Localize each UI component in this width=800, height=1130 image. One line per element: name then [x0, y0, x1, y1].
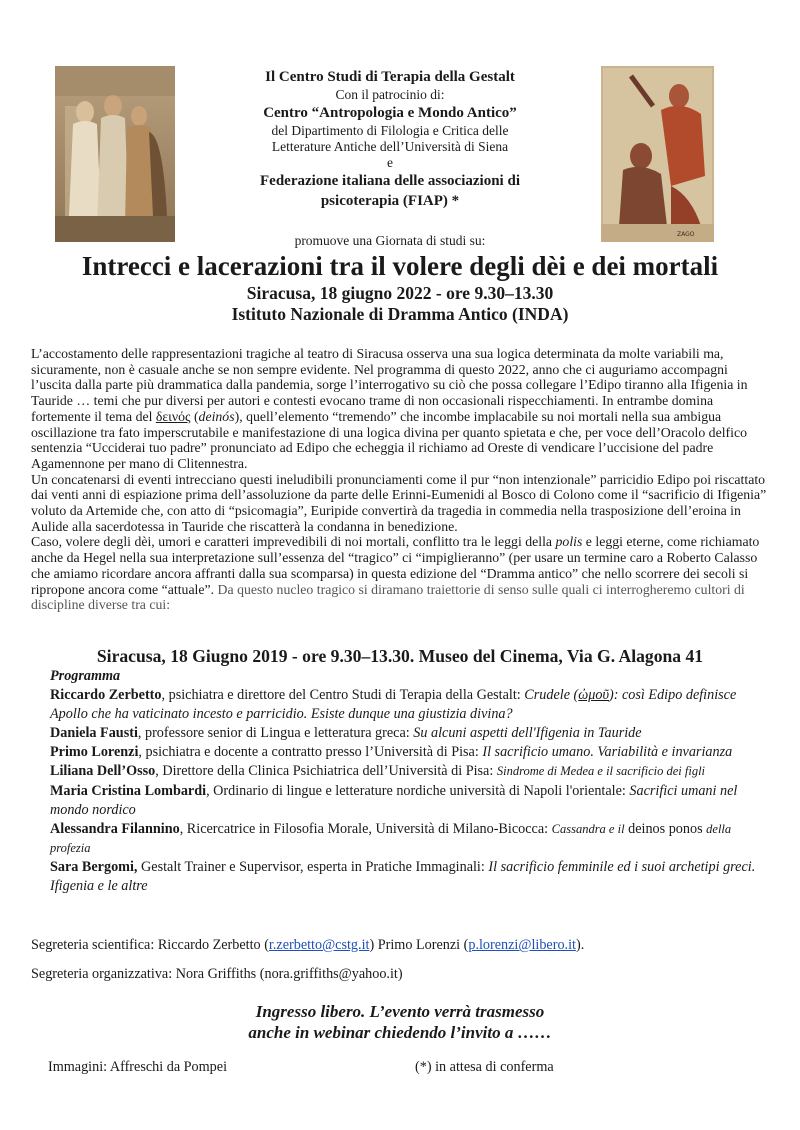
date-line: Siracusa, 18 giugno 2022 - ore 9.30–13.30: [246, 283, 554, 303]
event-details-line: Siracusa, 18 Giugno 2019 - ore 9.30–13.30. Museo del Cinema, Via G. Alagona 41: [96, 646, 704, 666]
program-section: [50, 667, 770, 896]
department-line-1: del Dipartimento di Filologia e Critica delle: [271, 123, 509, 138]
promotes-line: promuove una Giornata di studi su:: [294, 233, 486, 248]
federation-line-1: Federazione italiana delle associazioni di: [260, 173, 520, 189]
intro-paragraph-1: L’accostamento delle rappresentazioni tragiche al teatro di Siracusa osserva una sua logica determinata da molte variabili ma, sicuramente, non è casuale anche se non sempre evidente. Nel programma di questo 2022, anno che ci auguriamo accompagni l’uscita dalla parte più drammatica dalla pandemia, sorge l’interrogativo su ciò che possa collegare l’Edipo tiranno alla Ifigenia in Tauride … temi che pur diversi per autori e contesti evocano trame di non occasionali rispecchiamenti. In entrambe domina fortemente il tema del δεινός (deinós), quell’elemento “tremendo” che incombe implacabile su noi mortali nella sua ambigua oscillazione tra fato imperscrutabile e manifestazione di una logica divina per quanto spietata e che, per voce dell’Oracolo delfico sentenzia “Ucciderai tuo padre” pronunciato ad Edipo che echeggia il richiamo ad Oreste di vendicare l’uccisione del padre Agamennone per mano di Clitennestra.: [31, 346, 748, 471]
intro-text: [31, 346, 771, 613]
email-link-lorenzi[interactable]: p.lorenzi@libero.it: [468, 937, 576, 953]
venue-line: Istituto Nazionale di Dramma Antico (INDA): [231, 304, 569, 324]
program-item: Liliana Dell’Osso, Direttore della Clinica Psichiatrica dell’Università di Pisa: Sindrome di Medea e il sacrificio dei figli: [50, 763, 706, 780]
conjunction: e: [387, 155, 393, 170]
intro-paragraph-2: Un concatenarsi di eventi intrecciano questi ineludibili pronunciamenti come il pur “non intenzionale” parricidio Edipo poi riscattato dai venti anni di espiazione prima dell’assoluzione da parte delle Erinni-Eumenidi al Bosco di Colono come il “sacrificio di Ifigenia” voluto da Artemide che, con atto di “psicomagia”, Euripide convertirà da tragedia in commedia nella trasposizione dell’eroina in Aulide alla sacerdotessa in Tauride che riscatterà la condanna in benedizione.: [31, 471, 767, 534]
transliteration: deinós: [198, 408, 235, 424]
fresco-image-right: [601, 66, 714, 242]
department-line-2: Letterature Antiche dell’Università di Siena: [271, 139, 509, 154]
fresco-sacrifice-scene-icon: [601, 66, 714, 242]
email-link-zerbetto[interactable]: r.zerbetto@cstg.it: [268, 937, 370, 953]
closing-line-1: Ingresso libero. L’evento verrà trasmesso: [255, 1002, 545, 1021]
images-credit: Immagini: Affreschi da Pompei: [48, 1059, 228, 1075]
fresco-image-left: [55, 66, 175, 242]
fresco-caption: ZAGO: [677, 231, 695, 238]
greek-term: δεινός: [155, 408, 191, 424]
closing-line-2: anche in webinar chiedendo l’invito a ……: [248, 1022, 552, 1042]
program-item: Sara Bergomi, Gestalt Trainer e Supervisor, esperta in Pratiche Immaginali: Il sacrificio femminile ed i suoi archetipi greci. Ifigenia e le altre: [50, 858, 756, 895]
scientific-secretariat: Segreteria scientifica: Riccardo Zerbetto (r.zerbetto@cstg.it) Primo Lorenzi (p.lorenzi@libero.it).: [31, 937, 585, 953]
intro-paragraph-3: Caso, volere degli dèi, umori e caratteri imprevedibili di noi mortali, conflitto tra le leggi della polis e leggi eterne, come richiamato anche da Hegel nella sua interpretazione sull’essenza del “tragico” ci “impiglieranno” (per usare un termine caro a Roberto Calasso che amiamo ricordare ancora affranti dalla sua scomparsa) in questa edizione del “Dramma antico” che nello scorrere dei secoli si ripropone ancora come “attuale”. Da questo nucleo tragico si diramano traiettorie di senso sulle quali ci interrogheremo cultori di discipline diverse tra cui:: [31, 534, 760, 613]
closing-notice: [0, 1002, 800, 1043]
program-title: Programma: [50, 668, 121, 684]
center-name: Centro “Antropologia e Mondo Antico”: [263, 105, 517, 121]
program-item: Riccardo Zerbetto, psichiatra e direttore del Centro Studi di Terapia della Gestalt: Crudele (ὠμοῦ): così Edipo definisce Apollo che ha vaticinato incesto e parricidio. Esiste dunque una giustizia divina?: [50, 687, 737, 723]
program-item: Maria Cristina Lombardi, Ordinario di lingue e letterature nordiche università di Napoli l'orientale: Sacrifici umani nel mondo nordico: [50, 782, 738, 818]
confirmation-note: (*) in attesa di conferma: [415, 1059, 554, 1075]
patronage-intro: Con il patrocinio di:: [335, 87, 445, 102]
program-item: Primo Lorenzi, psichiatra e docente a contratto presso l’Università di Pisa: Il sacrificio umano. Variabilità e invarianza: [50, 744, 733, 761]
organizer-name: Il Centro Studi di Terapia della Gestalt: [265, 69, 515, 85]
organizational-secretariat: Segreteria organizzativa: Nora Griffiths (nora.griffiths@yahoo.it): [31, 966, 403, 982]
federation-line-2: psicoterapia (FIAP) *: [320, 193, 460, 209]
program-item: Alessandra Filannino, Ricercatrice in Filosofia Morale, Università di Milano-Bicocca: Cassandra e il deinos ponos della profezia: [50, 820, 732, 855]
event-title: Intrecci e lacerazioni tra il volere degli dèi e dei mortali: [81, 251, 719, 281]
fresco-women-figures-icon: [55, 66, 175, 242]
program-item: Daniela Fausti, professore senior di Lingua e letteratura greca: Su alcuni aspetti dell'Ifigenia in Tauride: [50, 725, 642, 742]
